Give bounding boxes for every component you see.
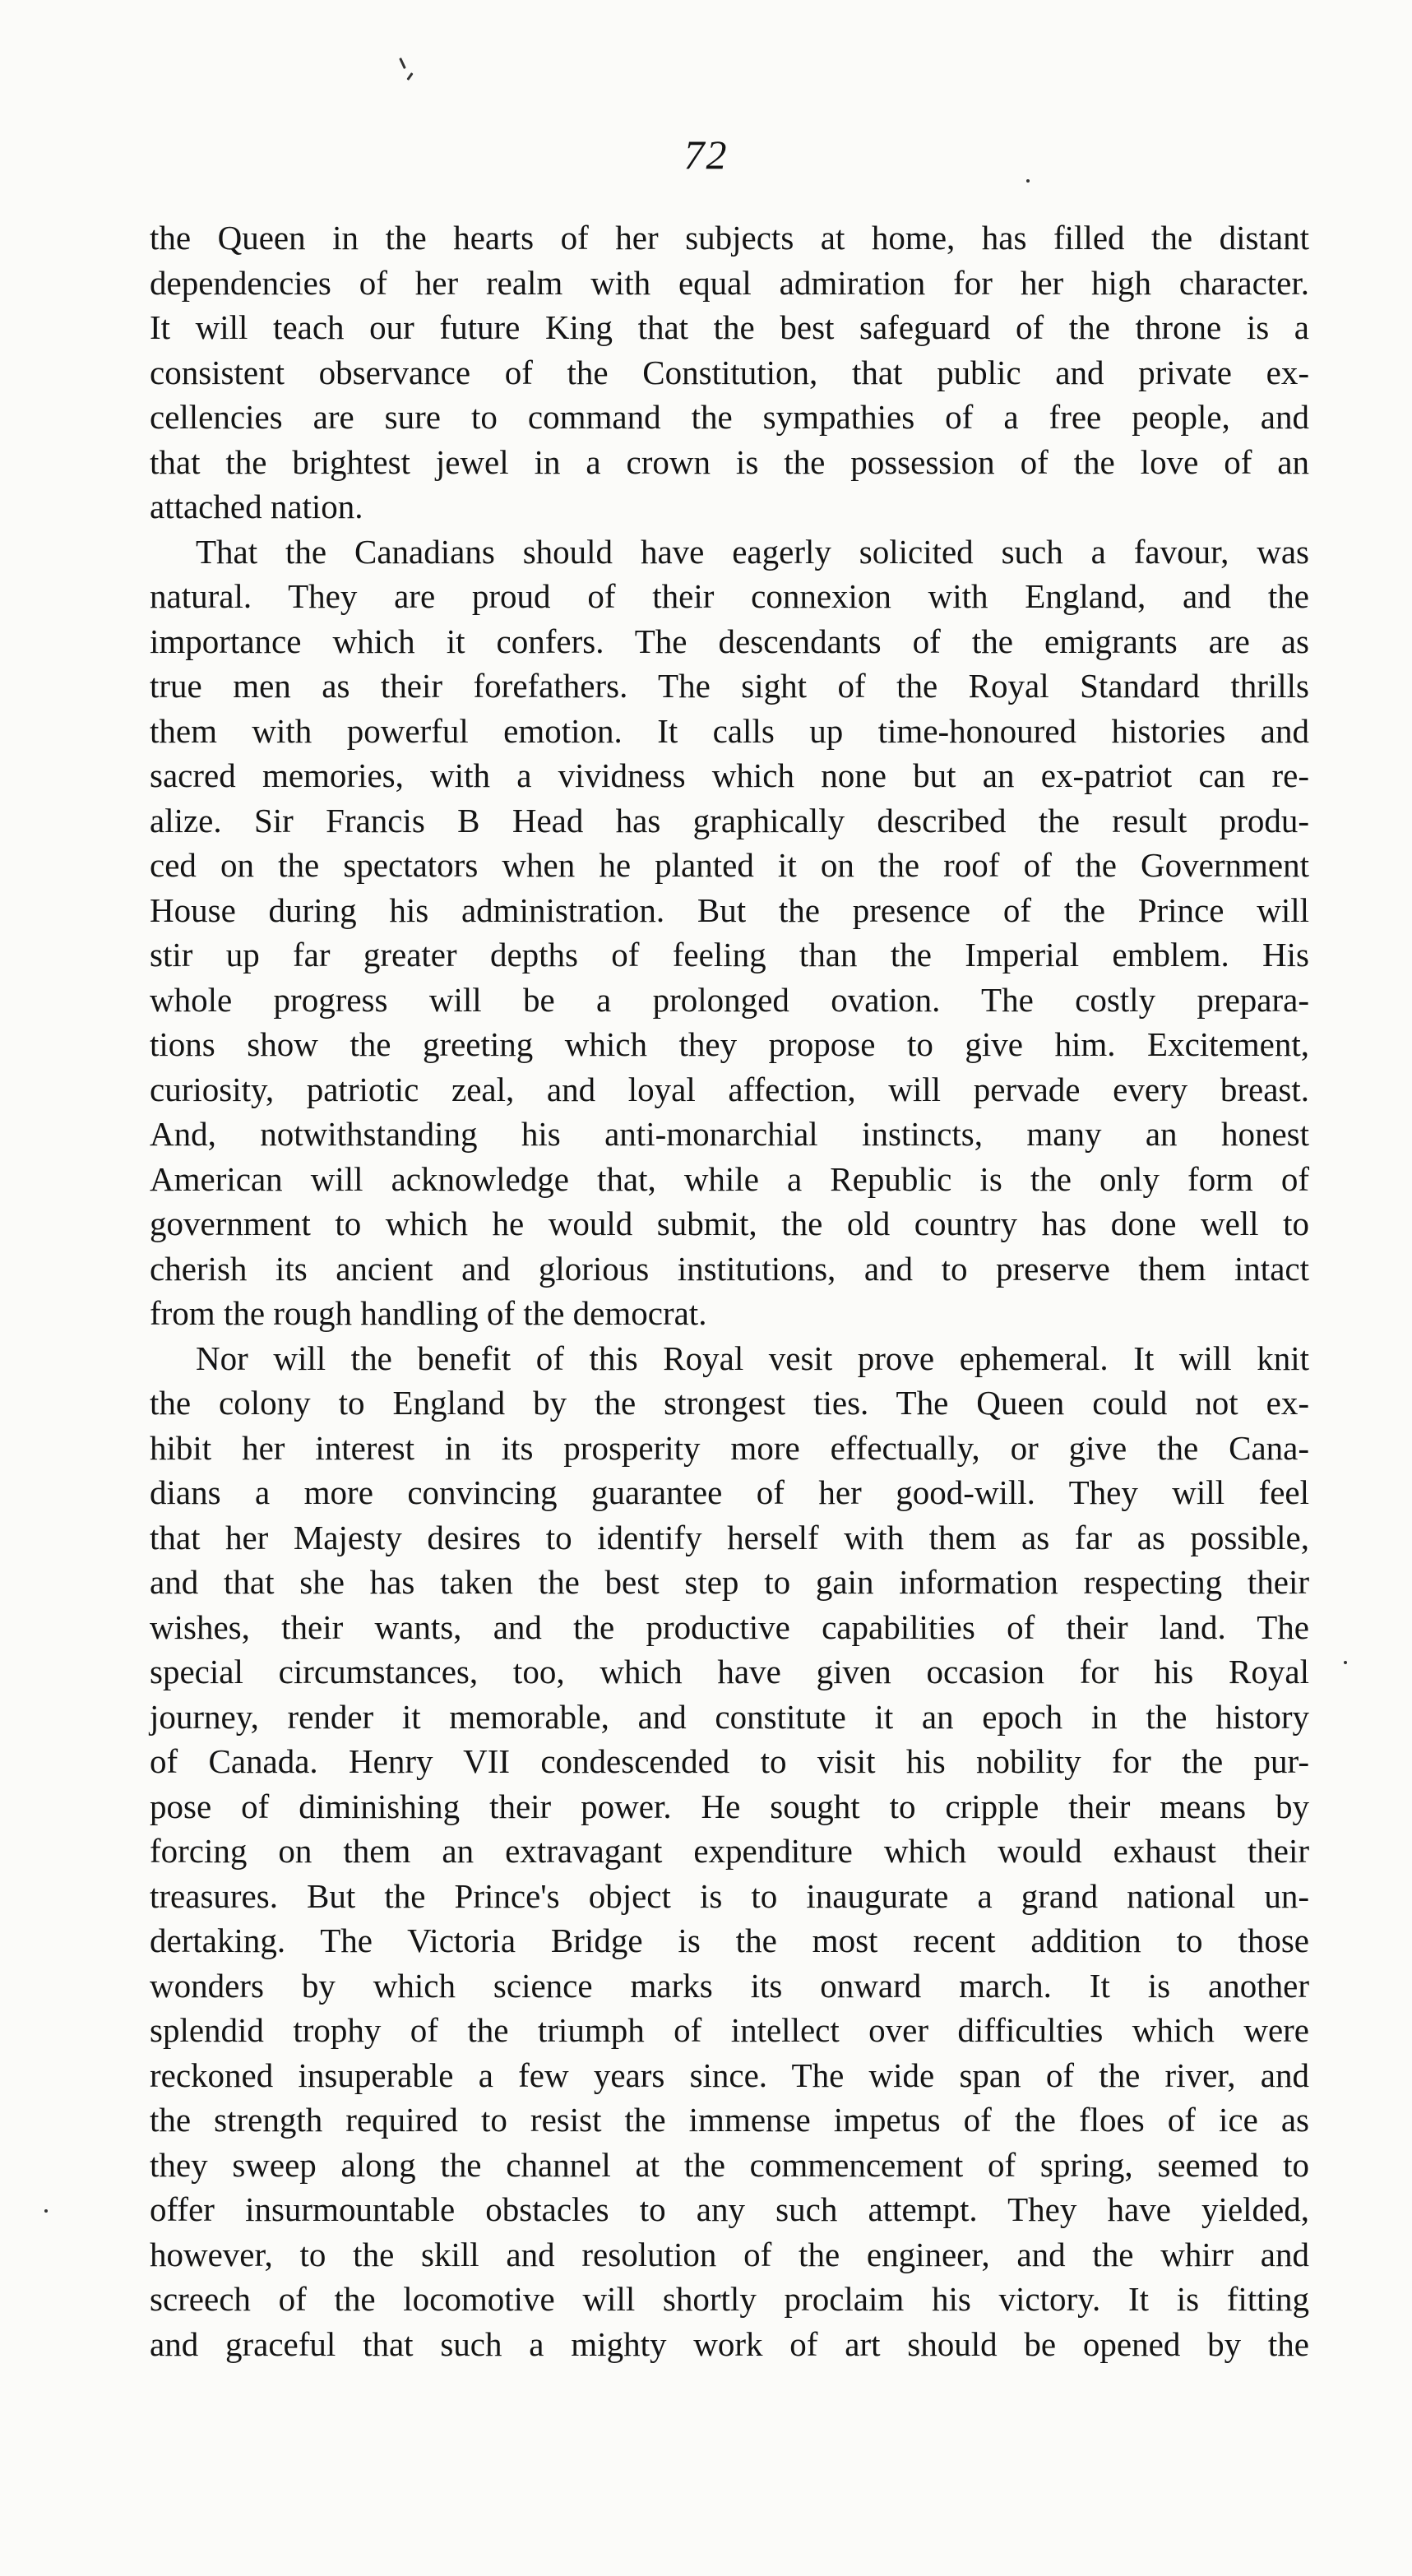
text-line: wonders by which science marks its onward march. It is another [150, 1966, 1309, 2005]
text-line: they sweep along the channel at the commencement of spring, seemed to [150, 2145, 1309, 2184]
text-line: however, to the skill and resolution of the engineer, and the whirr and [150, 2235, 1309, 2273]
text-line: them with powerful emotion. It calls up time-honoured histories and [150, 711, 1309, 750]
text-line: that her Majesty desires to identify herself with them as far as possible, [150, 1518, 1309, 1556]
text-line: special circumstances, too, which have given occasion for his Royal [150, 1653, 1309, 1690]
text-line: House during his administration. But the presence of the Prince will [150, 890, 1309, 929]
text-line: offer insurmountable obstacles to any such attempt. They have yielded, [150, 2190, 1309, 2228]
body-text [150, 215, 1309, 2366]
text-line: screech of the locomotive will shortly proclaim his victory. It is fitting [150, 2280, 1309, 2318]
text-line: ced on the spectators when he planted it on the roof of the Government [150, 846, 1309, 884]
ink-speck [1026, 179, 1030, 183]
text-line: government to which he would submit, the old country has done well to [150, 1205, 1309, 1242]
text-line: wishes, their wants, and the productive capabilities of their land. The [150, 1607, 1309, 1646]
text-line: of Canada. Henry VII condescended to visit his nobility for the pur- [150, 1742, 1309, 1780]
text-line: journey, render it memorable, and constitute it an epoch in the history [150, 1697, 1309, 1736]
text-line: forcing on them an extravagant expenditure which would exhaust their [150, 1832, 1309, 1870]
paragraph [150, 530, 1309, 1336]
ink-speck [1344, 1661, 1347, 1664]
text-line: importance which it confers. The descendants of the emigrants are as [150, 622, 1309, 660]
text-line: American will acknowledge that, while a Republic is the only form of [150, 1159, 1309, 1198]
text-line: And, notwithstanding his anti-monarchial instincts, many an honest [150, 1115, 1309, 1153]
text-line: sacred memories, with a vividness which none but an ex-patriot can re- [150, 756, 1309, 794]
text-line: the Queen in the hearts of her subjects at home, has filled the distant [150, 219, 1309, 257]
text-line: consistent observance of the Constitution, that public and private ex- [150, 353, 1309, 391]
text-line: splendid trophy of the triumph of intellect over difficulties which were [150, 2011, 1309, 2049]
ink-speck [406, 72, 413, 81]
text-line: true men as their forefathers. The sight of the Royal Standard thrills [150, 667, 1309, 705]
text-line: stir up far greater depths of feeling than the Imperial emblem. His [150, 936, 1309, 974]
paragraph [150, 1336, 1309, 2367]
text-line: the colony to England by the strongest ties. The Queen could not ex- [150, 1384, 1309, 1422]
text-line: It will teach our future King that the best safeguard of the throne is a [150, 308, 1309, 346]
text-line: the strength required to resist the immense impetus of the floes of ice as [150, 2101, 1309, 2139]
text-line: pose of diminishing their power. He sought to cripple their means by [150, 1787, 1309, 1825]
text-line: that the brightest jewel in a crown is the possession of the love of an [150, 442, 1309, 481]
text-line: dians a more convincing guarantee of her good-will. They will feel [150, 1473, 1309, 1511]
text-line: cellencies are sure to command the sympathies of a free people, and [150, 398, 1309, 436]
text-line: whole progress will be a prolonged ovation. The costly prepara- [150, 980, 1309, 1019]
paragraph [150, 215, 1309, 530]
text-line: natural. They are proud of their connexion with England, and the [150, 577, 1309, 615]
text-line: hibit her interest in its prosperity more effectually, or give the Cana- [150, 1428, 1309, 1467]
text-line: treasures. But the Prince's object is to inaugurate a grand national un- [150, 1876, 1309, 1915]
text-line: tions show the greeting which they propose to give him. Excitement, [150, 1025, 1309, 1063]
text-line: reckoned insuperable a few years since. The wide span of the river, and [150, 2056, 1309, 2094]
page-number: 72 [683, 132, 729, 178]
text-line: alize. Sir Francis B Head has graphically described the result produ- [150, 801, 1309, 839]
text-line: Nor will the benefit of this Royal vesit prove ephemeral. It will knit [196, 1339, 1309, 1377]
text-line: from the rough handling of the democrat. [150, 1294, 707, 1332]
text-line: attached nation. [150, 488, 363, 525]
ink-speck [44, 2209, 48, 2213]
text-line: dependencies of her realm with equal admiration for her high character. [150, 263, 1309, 302]
ink-speck [399, 58, 406, 69]
text-line: curiosity, patriotic zeal, and loyal affection, will pervade every breast. [150, 1070, 1309, 1108]
text-line: and graceful that such a mighty work of art should be opened by the [150, 2324, 1309, 2363]
text-line: and that she has taken the best step to gain information respecting their [150, 1563, 1309, 1601]
text-line: cherish its ancient and glorious institutions, and to preserve them intact [150, 1249, 1309, 1288]
text-line: dertaking. The Victoria Bridge is the most recent addition to those [150, 1922, 1309, 1959]
text-line: That the Canadians should have eagerly solicited such a favour, was [196, 532, 1309, 571]
